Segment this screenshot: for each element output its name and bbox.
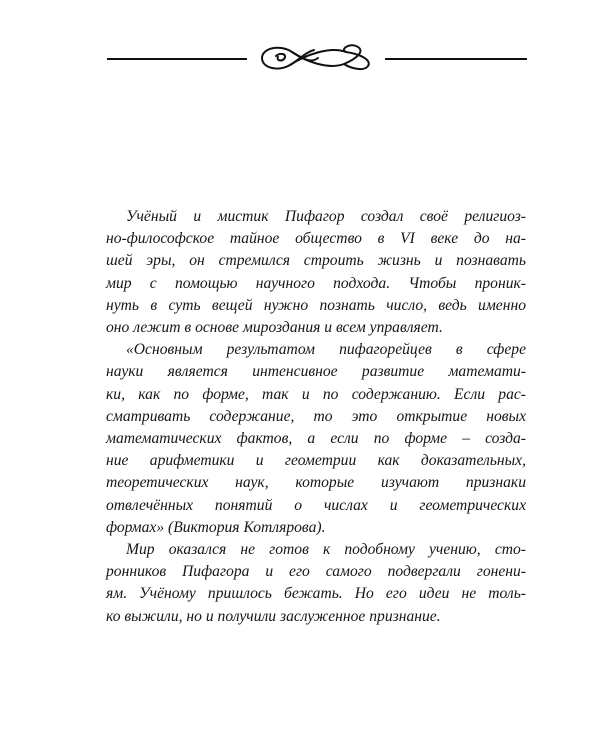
flourish-divider-icon [0,30,600,80]
text-line: науки является интенсивное развитие математи- [106,363,526,381]
text-line: теоретических наук, которые изучают признаки [106,474,526,492]
text-line: ко выжили, но и получили заслуженное признание. [106,607,441,625]
text-line: формах» (Виктория Котлярова). [106,518,326,536]
paragraph-1 [106,206,526,339]
text-line: нуть в суть вещей нужно познать число, ведь именно [106,296,526,314]
text-line: ки, как по форме, так и по содержанию. Если рас- [106,385,526,403]
text-line: ронников Пифагора и его самого подвергали гонени- [106,563,526,581]
text-line: шей эры, он стремился строить жизнь и познавать [106,252,526,270]
text-line: Мир оказался не готов к подобному учению, сто- [126,541,526,559]
paragraph-2 [106,339,526,539]
text-line: сматривать содержание, то это открытие новых [106,407,526,425]
text-line: но-философское тайное общество в VI веке до на- [106,230,526,248]
text-line: ние арифметики и геометрии как доказательных, [106,452,526,470]
paragraph-3 [106,539,526,628]
text-line: «Основным результатом пифагорейцев в сфере [126,341,526,359]
text-line: оно лежит в основе мироздания и всем управляет. [106,319,443,337]
flourish-icon [262,45,369,69]
article-text [106,206,526,628]
text-line: отвлечённых понятий о числах и геометрических [106,496,526,514]
text-line: ям. Учёному пришлось бежать. Но его идеи не толь- [106,585,526,603]
text-line: Учёный и мистик Пифагор создал своё религиоз- [126,208,526,225]
text-line: мир с помощью научного подхода. Чтобы проник- [106,274,526,292]
ornament-divider [0,30,600,80]
text-line: математических фактов, а если по форме – созда- [106,430,526,448]
